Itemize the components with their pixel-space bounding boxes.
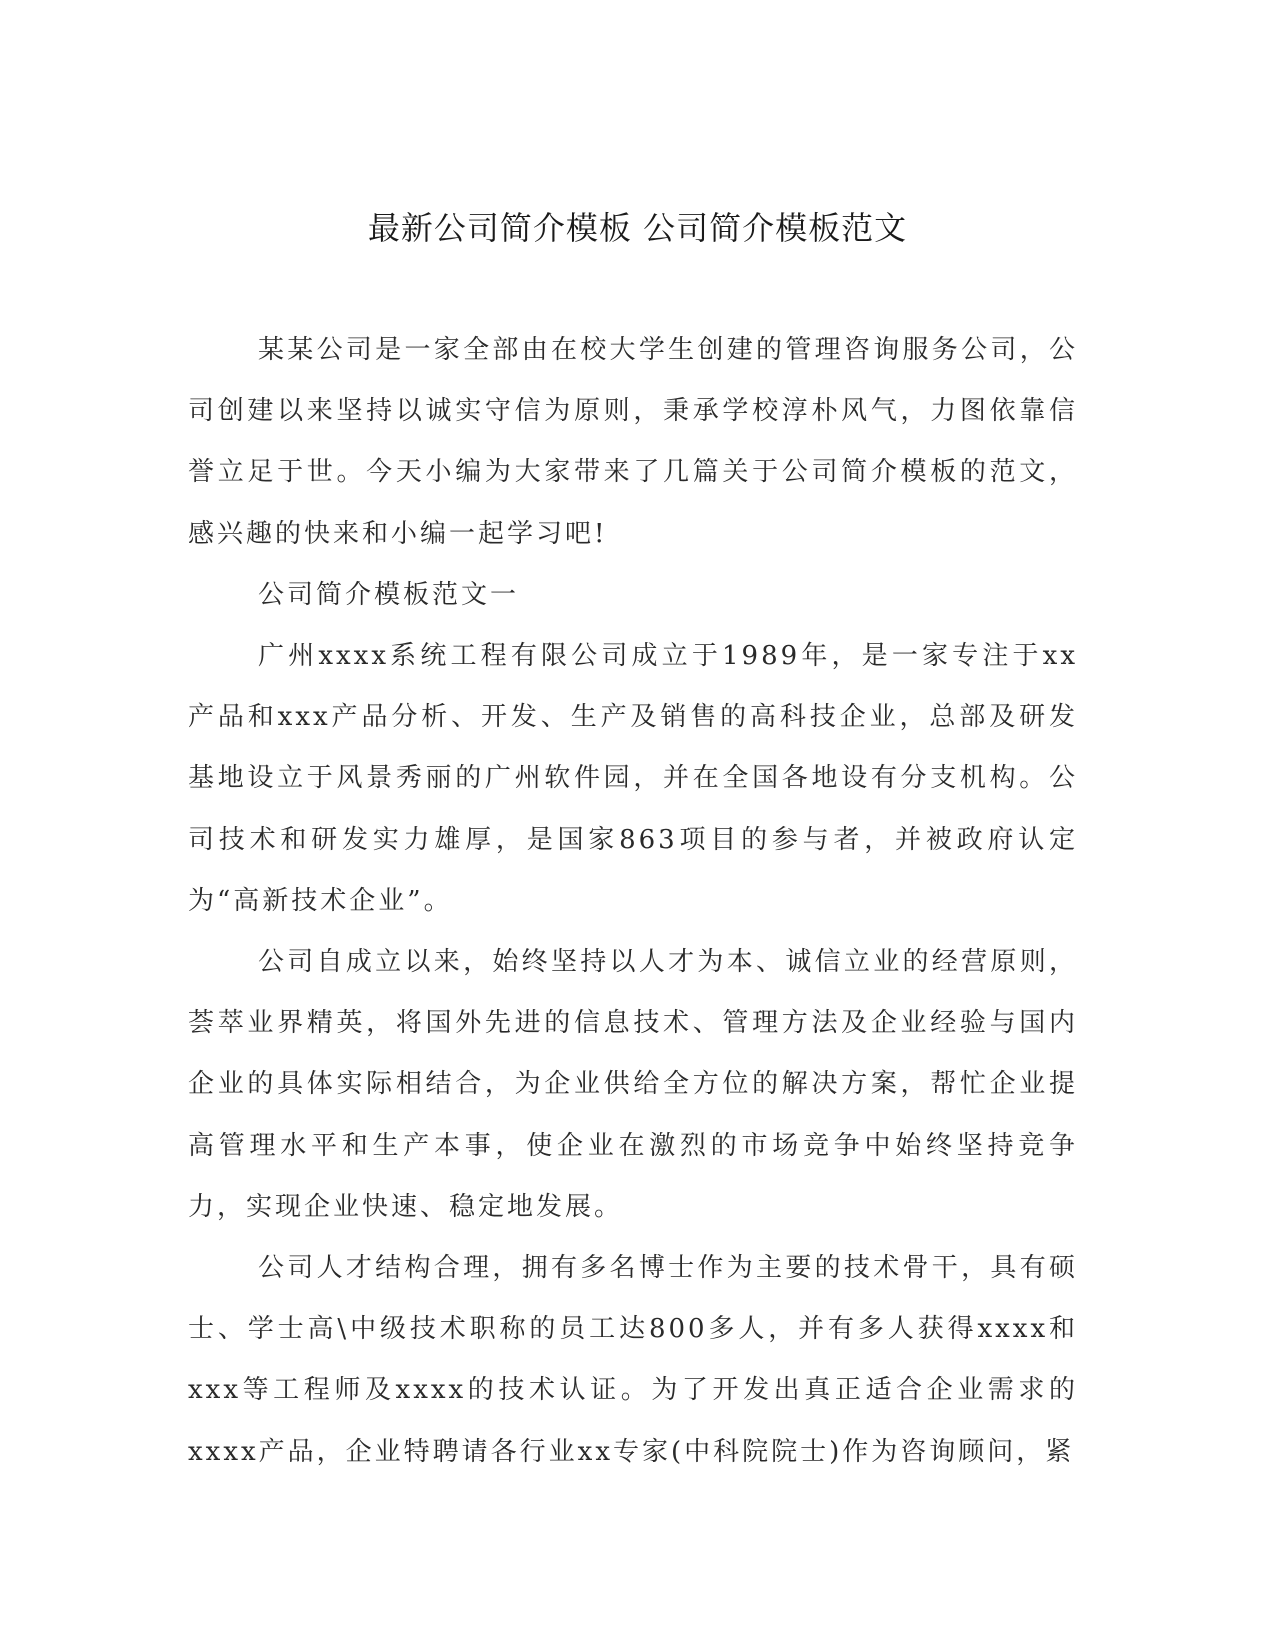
paragraph-intro: 某某公司是一家全部由在校大学生创建的管理咨询服务公司，公司创建以来坚持以诚实守信为原则，秉承学校淳朴风气，力图依靠信誉立足于世。今天小编为大家带来了几篇关于公司简介模板的范文，感兴趣的快来和小编一起学习吧! — [188, 335, 1078, 549]
paragraph-business-principles: 公司自成立以来，始终坚持以人才为本、诚信立业的经营原则，荟萃业界精英，将国外先进的信息技术、管理方法及企业经验与国内企业的具体实际相结合，为企业供给全方位的解决方案，帮忙企业提高管理水平和生产本事，使企业在激烈的市场竞争中始终坚持竞争力，实现企业快速、稳定地发展。 — [188, 947, 1078, 1222]
paragraph-company-overview: 广州xxxx系统工程有限公司成立于1989年，是一家专注于xx产品和xxx产品分析、开发、生产及销售的高科技企业，总部及研发基地设立于风景秀丽的广州软件园，并在全国各地设有分支机构。公司技术和研发实力雄厚，是国家863项目的参与者，并被政府认定为“高新技术企业”。 — [188, 641, 1078, 916]
paragraph-talent-structure: 公司人才结构合理，拥有多名博士作为主要的技术骨干，具有硕士、学士高\中级技术职称的员工达800多人，并有多人获得xxxx和xxx等工程师及xxxx的技术认证。为了开发出真正适合企业需求的xxxx产品，企业特聘请各行业xx专家(中科院院士)作为咨询顾问，紧 — [188, 1253, 1078, 1467]
document-body — [188, 320, 1078, 1483]
document-title: 最新公司简介模板 公司简介模板范文 — [367, 209, 908, 247]
paragraph-section-heading: 公司简介模板范文一 — [258, 579, 520, 610]
